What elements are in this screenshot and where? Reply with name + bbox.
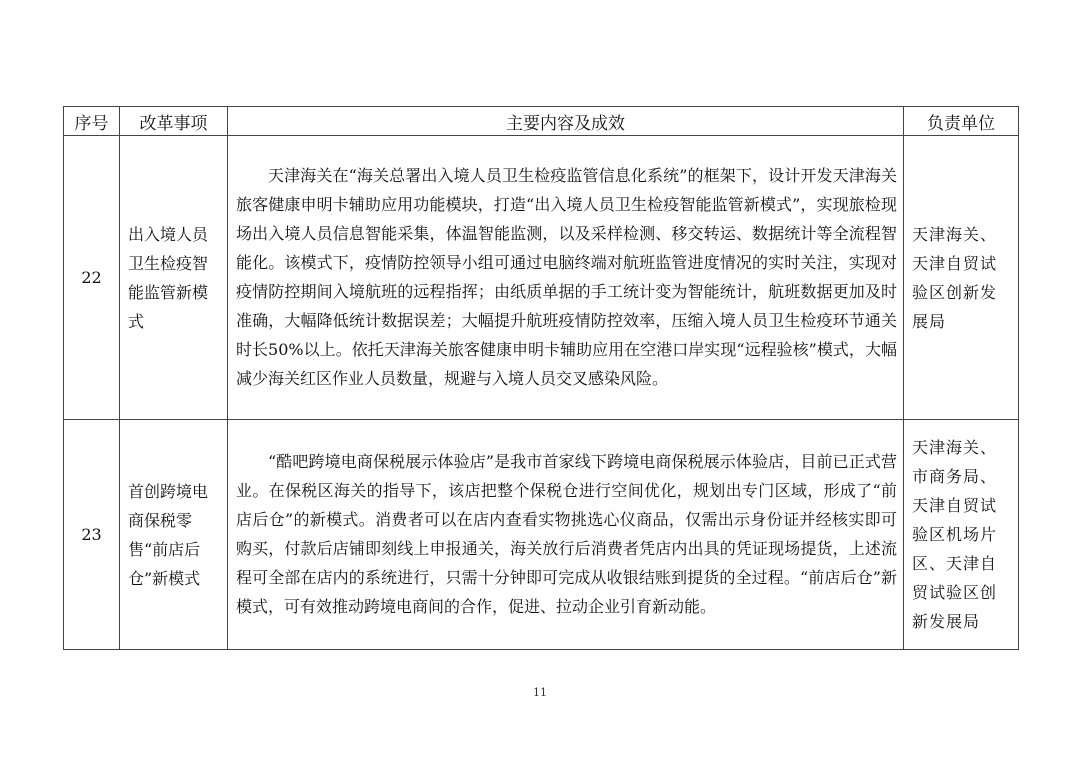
row-reform-item: 出入境人员卫生检疫智能监管新模式 bbox=[120, 136, 228, 420]
header-responsible-unit: 负责单位 bbox=[904, 107, 1019, 136]
row-responsible-unit: 天津海关、天津自贸试验区创新发展局 bbox=[904, 136, 1019, 420]
row-content-cell bbox=[228, 136, 904, 420]
page-number: 11 bbox=[533, 686, 547, 699]
table-row bbox=[64, 420, 1019, 650]
table-header-row bbox=[64, 107, 1019, 136]
header-reform-item: 改革事项 bbox=[120, 107, 228, 136]
table-row bbox=[64, 136, 1019, 420]
row-serial-number: 22 bbox=[64, 136, 120, 420]
row-content-cell bbox=[228, 420, 904, 650]
row-reform-item: 首创跨境电商保税零售“前店后仓”新模式 bbox=[120, 420, 228, 650]
row-responsible-unit: 天津海关、市商务局、天津自贸试验区机场片区、天津自贸试验区创新发展局 bbox=[904, 420, 1019, 650]
row-content-text: 天津海关在“海关总署出入境人员卫生检疫监管信息化系统”的框架下，设计开发天津海关旅客健康申明卡辅助应用功能模块，打造“出入境人员卫生检疫智能监管新模式”，实现旅检现场出入境人员信息智能采集，体温智能监测，以及采样检测、移交转运、数据统计等全流程智能化。该模式下，疫情防控领导小组可通过电脑终端对航班监管进度情况的实时关注，实现对疫情防控期间入境航班的远程指挥；由纸质单据的手工统计变为智能统计，航班数据更加及时准确，大幅降低统计数据误差；大幅提升航班疫情防控效率，压缩入境人员卫生检疫环节通关时长50%以上。依托天津海关旅客健康申明卡辅助应用在空港口岸实现“远程验核”模式，大幅减少海关红区作业人员数量，规避与入境人员交叉感染风险。 bbox=[236, 165, 897, 388]
row-serial-number: 23 bbox=[64, 420, 120, 650]
header-serial: 序号 bbox=[64, 107, 120, 136]
row-content-text: “酷吧跨境电商保税展示体验店”是我市首家线下跨境电商保税展示体验店，目前已正式营业。在保税区海关的指导下，该店把整个保税仓进行空间优化，规划出专门区域，形成了“前店后仓”的新模式。消费者可以在店内查看实物挑选心仪商品，仅需出示身份证并经核实即可购买，付款后店铺即刻线上申报通关，海关放行后消费者凭店内出具的凭证现场提货，上述流程可全部在店内的系统进行，只需十分钟即可完成从收银结账到提货的全过程。“前店后仓”新模式，可有效推动跨境电商间的合作，促进、拉动企业引育新动能。 bbox=[236, 451, 897, 616]
reform-table bbox=[63, 106, 1019, 650]
header-content: 主要内容及成效 bbox=[228, 107, 904, 136]
